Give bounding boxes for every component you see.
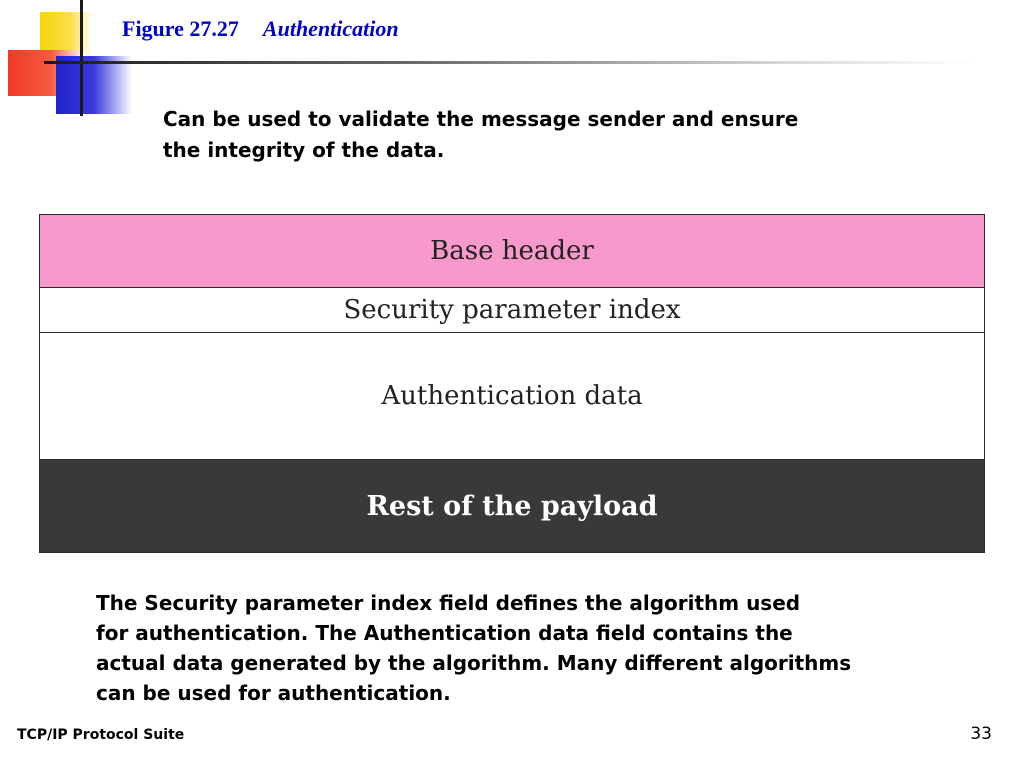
- description-text: [96, 588, 996, 708]
- figure-title: Authentication: [262, 16, 399, 41]
- field-base-header: Base header: [40, 215, 984, 288]
- intro-text: [163, 104, 923, 166]
- page-number: 33: [970, 724, 992, 744]
- footer-label: TCP/IP Protocol Suite: [17, 727, 185, 743]
- field-security-parameter-index: Security parameter index: [40, 288, 984, 333]
- field-authentication-data: Authentication data: [40, 333, 984, 460]
- description-line: for authentication. The Authentication data field contains the: [96, 621, 793, 645]
- intro-line: the integrity of the data.: [163, 138, 445, 162]
- description-line: The Security parameter index field defines the algorithm used: [96, 591, 801, 615]
- slide-title: [122, 16, 399, 42]
- logo-blue-square: [56, 56, 132, 114]
- authentication-header-diagram: [39, 214, 985, 553]
- logo-vertical-line: [80, 0, 83, 116]
- header-rule: [44, 61, 974, 64]
- field-rest-of-payload: Rest of the payload: [40, 460, 984, 552]
- intro-line: Can be used to validate the message sender and ensure: [163, 107, 799, 131]
- description-line: actual data generated by the algorithm. Many different algorithms: [96, 651, 852, 675]
- figure-number: Figure 27.27: [122, 16, 239, 41]
- description-line: can be used for authentication.: [96, 681, 451, 705]
